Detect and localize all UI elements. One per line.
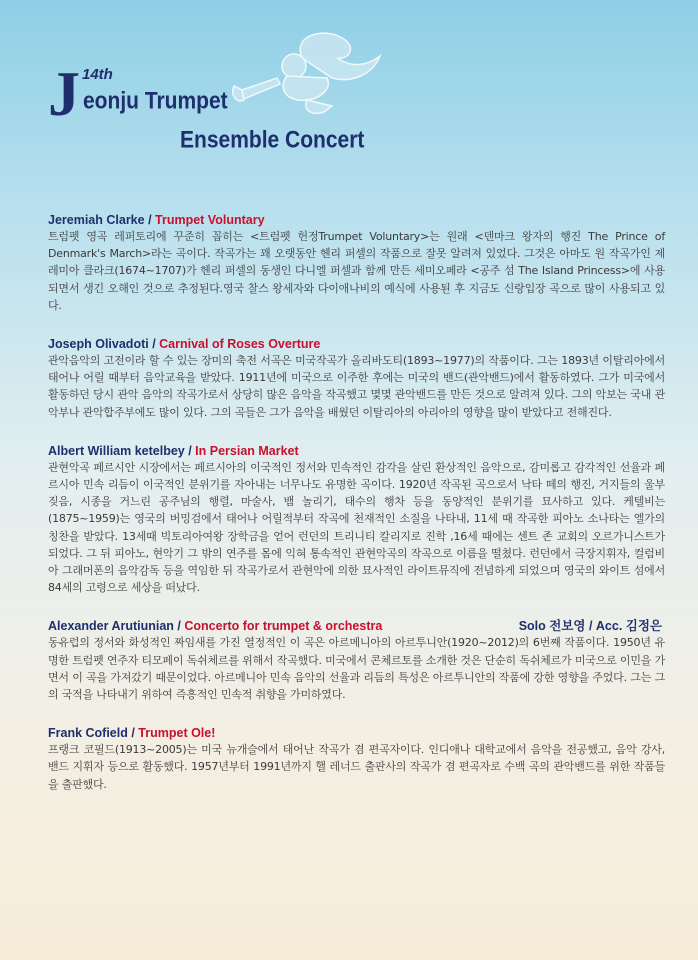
title-line2: Ensemble Concert: [180, 127, 365, 154]
program-heading: [48, 443, 665, 459]
program-description: 트럼펫 영곡 레퍼토리에 꾸준히 꼽히는 <트럼펫 헌정Trumpet Voluntary>는 원래 <덴마크 왕자의 행진 The Prince of Denmark's March>라는 곡이다. 작곡가는 꽤 오랫동안 헨리 퍼셀의 작품으로 잘못 알려져 있었다. 그것은 아마도 원 작곡가인 제레미아 클라크(1674~1707)가 헨리 퍼셀의 동생인 다니엘 퍼셀과 함께 만든 세미오페라 <공주 섬 The Island Princess>에 사용되면서 생긴 오해인 것으로 추정된다.영국 찰스 왕세자와 다이애나비의 예식에 사용된 후 지금도 신랑입장 곡으로 많이 사용되고 있다.: [48, 230, 665, 312]
cupid-trumpet-illustration: [232, 28, 387, 118]
program-description: 동유럽의 정서와 화성적인 짜임새를 가진 열정적인 이 곡은 아르메니아의 아르투니안(1920~2012)의 6번째 작품이다. 1950년 유명한 트럼펫 연주자 티모페이 독쉬체르를 위해서 작곡했다. 미국에서 콘체르토를 소개한 것은 단순히 독쉬체르가 미국으로 이민을 가면서 이 곡을 가져갔기 때문이었다. 아르메니아 민속 음악의 선율과 리듬의 특성은 아르투니안의 작품에 강한 영향을 주었다. 그는 그의 국적을 나타내기 위하여 즉흥적인 민속적 취향을 가미하였다.: [48, 636, 665, 702]
program-notes: [48, 212, 665, 815]
separator: /: [184, 443, 196, 458]
composer-name: Alexander Arutiunian: [48, 619, 174, 634]
header: [0, 0, 698, 180]
program-description: 관현악곡 페르시안 시장에서는 페르시아의 이국적인 정서와 민속적인 감각을 살린 환상적인 음악으로, 감미롭고 감각적인 선율과 페르시아 민속 리듬이 이국적인 분위기를 자아내는 너무나도 유명한 곡이다. 1920년 작곡된 곡으로서 낙타 떼의 행진, 거지들의 울부짖음, 시종을 거느린 공주님의 행렬, 마술사, 뱀 놀리기, 태수의 행차 등을 동양적인 분위기를 묘사하고 있다. 케텔비는(1875~1959)는 영국의 버밍검에서 태어나 어릴적부터 작곡에 천재적인 소질을 나타내, 11세 때 작곡한 피아노 소나타는 엘가의 칭찬을 받았다. 13세때 빅토리아여왕 장학금을 얻어 런던의 트리니티 칼리지로 진학 ,16세 때에는 센트 존 교회의 오르가니스트가 되었다. 그 뒤 피아노, 현악기 그 밖의 연주를 몸에 익혀 통속적인 관현악곡의 작곡으로 이름을 떨쳤다. 런던에서 극장지휘자, 컬럼비아 그래머폰의 음악감독 등을 역임한 뒤 작곡가로서 관현악에 의한 묘사적인 라이트뮤직에 전념하게 되었으며 영국의 와이트 섬에서 84세의 고령으로 세상을 떠났다.: [48, 460, 665, 595]
program-item: [48, 336, 665, 421]
program-description: 관악음악의 고전이라 할 수 있는 장미의 축전 서곡은 미국작곡가 올리바도티(1893~1977)의 작품이다. 그는 1893년 이탈리아에서 태어나 어릴 때부터 음악교육을 받았다. 1911년에 미국으로 이주한 후에는 미국의 밴드(관악밴드)에서 활동하였다. 그가 미국에서 활동하던 당시 관악 음악의 작곡가로서 상당히 많은 음악을 작곡했고 몇몇 관악밴드를 만든 것으로 알려져 있다. 그의 악보는 국내 관악부나 관악합주부에도 많이 있다. 그의 곡들은 그가 음악을 배웠던 이탈리아의 아리아의 영향을 많이 받았다고 전해진다.: [48, 354, 665, 419]
program-heading: [48, 212, 665, 228]
work-title: Trumpet Voluntary: [155, 213, 265, 227]
program-item: [48, 725, 665, 793]
separator: /: [148, 337, 160, 352]
separator: /: [127, 726, 139, 741]
performer-credits: Solo 전보영 / Acc. 김정은: [518, 619, 662, 634]
edition-label: 14th: [82, 66, 113, 83]
work-title: Trumpet Ole!: [138, 726, 216, 741]
work-title: Concerto for trumpet & orchestra: [184, 619, 383, 634]
work-title: In Persian Market: [195, 443, 299, 458]
program-item: [48, 443, 665, 597]
title-big-letter: J: [48, 58, 80, 129]
separator: /: [144, 213, 156, 227]
composer-name: Albert William ketelbey: [48, 443, 185, 458]
title-line1: eonju Trumpet: [83, 88, 228, 115]
program-heading: [48, 618, 665, 634]
program-description: 프랭크 코필드(1913~2005)는 미국 뉴개슬에서 태어난 작곡가 겸 편곡자이다. 인디애나 대학교에서 음악을 전공했고, 음악 강사, 밴드 지휘자 등으로 활동했다. 1957년부터 1991년까지 핼 레너드 출판사의 작곡가 겸 편곡자로 수백 곡의 관악밴드를 위한 작품들을 출판했다.: [48, 743, 665, 791]
composer-name: Joseph Olivadoti: [48, 337, 149, 352]
composer-name: Jeremiah Clarke: [48, 213, 145, 227]
work-title: Carnival of Roses Overture: [159, 337, 321, 352]
program-heading: [48, 336, 665, 352]
program-item: [48, 618, 665, 703]
composer-name: Frank Cofield: [48, 726, 128, 741]
separator: /: [173, 619, 185, 634]
program-item: [48, 212, 665, 314]
program-heading: [48, 725, 665, 741]
